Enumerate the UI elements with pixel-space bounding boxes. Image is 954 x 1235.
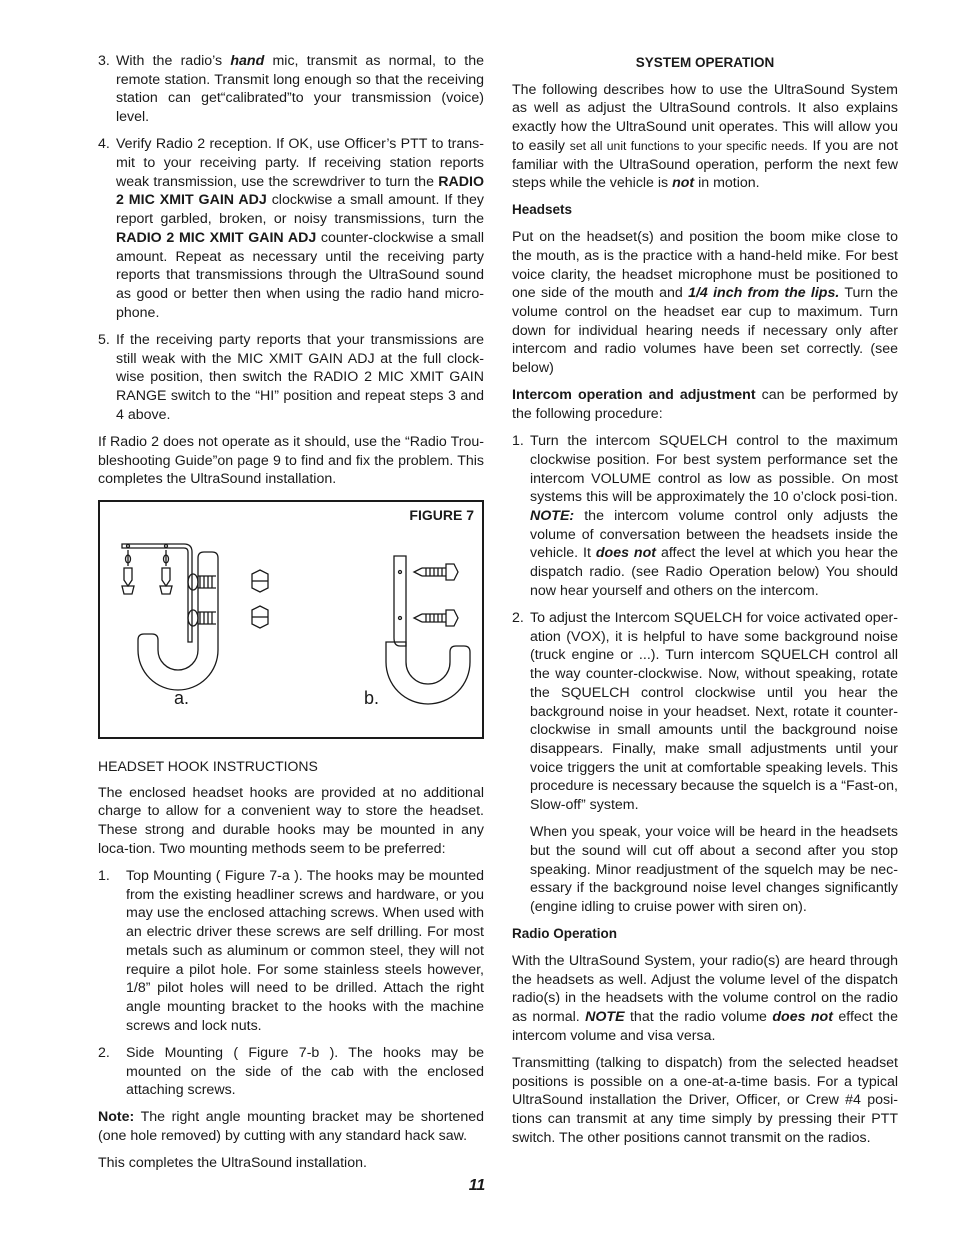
intro-paragraph: The following describes how to use the UltraSound System as well as adjust the UltraSound controls. It also explains exactly how the UltraSound unit operates. This will allow you to easily set all unit functions to your specific needs. If you are not familiar with the UltraSound operation, perform the next few steps while the vehicle is not in motion. bbox=[512, 81, 898, 192]
figure-label: FIGURE 7 bbox=[409, 506, 474, 523]
left-column bbox=[98, 52, 484, 1182]
figure-a-label: a. bbox=[174, 687, 190, 708]
step-5: 5. If the receiving party reports that your transmissions are still weak with the MIC XMIT GAIN ADJ at the full clock-wise position, then switch the RADIO 2 MIC XMIT GAIN RANGE switch to the “HI” position and repeat steps 3 and 4 above. bbox=[98, 331, 484, 423]
bracket-hole bbox=[399, 570, 402, 573]
figure-7 bbox=[98, 500, 484, 739]
note-paragraph: Note: The right angle mounting bracket may be shortened (one hole removed) by cutting with any standard hack saw. bbox=[98, 1109, 484, 1145]
completes-paragraph: This completes the UltraSound installation. bbox=[98, 1155, 367, 1172]
intercom-step-1: 1. Turn the intercom SQUELCH control to the maximum clockwise position. For best system performance set the intercom VOLUME control as low as possible. On most systems this will be approximately the 10 o’clock posi-tion. NOTE: the intercom volume control only adjusts the volume of conversation between the headsets inside the vehicle. It does not affect the level at which you hear the dispatch radio. (see Radio Operation below) You should now hear yourself and others on the intercom. bbox=[512, 433, 898, 599]
headsets-paragraph: Put on the headset(s) and position the boom mike close to the mouth, as is the practice with a hand-held mike. For best voice clarity, the headset microphone must be positioned to one side of the mouth and 1/4 inch from the lips. Turn the volume control on the headset ear cup to maximum. Turn down for individual hearing needs if necessary only after intercom and radio volumes have been set correctly. (see below) bbox=[512, 229, 898, 377]
headset-hook bbox=[386, 642, 470, 704]
bracket-hole bbox=[165, 544, 168, 547]
bracket-hole bbox=[399, 616, 402, 619]
hook-intro-paragraph: The enclosed headset hooks are provided at no additional charge to allow for a convenient way to store the headset. These strong and durable hooks may be mounted in any loca-tion. Two mounting methods seem to be preferred: bbox=[98, 784, 484, 857]
headset-hook-diagram bbox=[100, 502, 482, 737]
headsets-heading: Headsets bbox=[512, 202, 573, 218]
radio-operation-heading: Radio Operation bbox=[512, 926, 618, 942]
bracket-hole bbox=[127, 544, 130, 547]
intercom-step-2: 2. To adjust the Intercom SQUELCH for voice activated oper-ation (VOX), it is helpful to have some background noise (truck engine or ...). Turn intercom SQUELCH control all the way counter-clockwise. Now, without speaking, rotate the SQUELCH control clockwise until you hear the background noise in your headset. Next, rotate it counter-clockwise in small amounts until the background noise disappears. Finally, make small adjustments until your voice triggers the unit at comfortable speaking levels. This procedure is necessary because the squelch is a “Fast-on, Slow-off” system. When you speak, your voice will be heard in the headsets but the sound will cut off about a second after you stop speaking. Minor readjustment of the squelch may be nec-essary if the background noise level changes significantly (engine idling to cruise power with siren on). bbox=[512, 609, 898, 916]
step-number: 2. bbox=[512, 609, 524, 626]
step-number: 5. bbox=[98, 331, 110, 348]
hook-step-2: 2. Side Mounting ( Figure 7-b ). The hooks may be mounted on the side of the cab with the enclosed attaching screws. bbox=[98, 1044, 484, 1099]
figure-b-label: b. bbox=[364, 687, 380, 708]
step-4: 4. Verify Radio 2 reception. If OK, use Officer’s PTT to trans-mit to your receiving party. If receiving station reports weak transmission, use the screwdriver to turn the RADIO 2 MIC XMIT GAIN ADJ clockwise a small amount. If they report garbled, broken, or noisy transmissions, turn the RADIO 2 MIC XMIT GAIN ADJ counter-clockwise a small amount. Repeat as necessary until the receiving party reports that transmissions through the UltraSound sound as good or better then when using the radio hand micro-phone. bbox=[98, 136, 484, 321]
radio-paragraph: With the UltraSound System, your radio(s) are heard through the headsets as well. Adjust the volume level of the dispatch radio(s) in the headsets with the volume control on the radio as normal. NOTE that the radio volume does not effect the intercom volume and visa versa. bbox=[512, 952, 898, 1044]
hook-step-1: 1. Top Mounting ( Figure 7-a ). The hooks may be mounted from the existing headliner screws and hardware, or you may use the enclosed attaching screws. When used with an electric driver these screws are self drilling. For most metals such as aluminum or common steel, they will not require a pilot hole. For some stainless steels however, 1/8” pilot holes will need to be drilled. Attach the right angle mounting bracket to the hooks with the machine screws and lock nuts. bbox=[98, 867, 484, 1034]
step-3: 3. With the radio’s hand mic, transmit as normal, to the remote station. Transmit long enough so that the receiving station can get“calibrated”to your transmission (voice) level. bbox=[98, 53, 484, 126]
intercom-paragraph: Intercom operation and adjustment can be performed by the following procedure: bbox=[512, 387, 898, 422]
headset-hook bbox=[138, 552, 218, 690]
attaching-screw bbox=[160, 550, 172, 594]
attaching-screw bbox=[122, 550, 134, 594]
step-number: 1. bbox=[98, 867, 110, 884]
step-number: 1. bbox=[512, 433, 524, 450]
attaching-screw bbox=[414, 610, 458, 626]
intercom-step-2-followup: When you speak, your voice will be heard in the headsets but the sound will cut off about a second after you stop speaking. Minor readjustment of the squelch may be nec-essary if the background noise level changes significantly (engine idling to cruise power with siren on). bbox=[530, 824, 898, 916]
transmitting-paragraph: Transmitting (talking to dispatch) from the selected headset positions is possible on a one-at-a-time basis. For a typical UltraSound installation the Driver, Officer, or Crew #4 posi-tions can transmit at any time simply by pressing their PTT switch. The other positions cannot transmit on the radios. bbox=[512, 1054, 898, 1146]
step-number: 2. bbox=[98, 1044, 110, 1061]
lock-nut bbox=[252, 606, 268, 628]
right-column bbox=[512, 52, 898, 1156]
troubleshoot-paragraph: If Radio 2 does not operate as it should, use the “Radio Trou-bleshooting Guide”on page 9 to find and fix the problem. This completes the UltraSound installation. bbox=[98, 433, 484, 488]
lock-nut bbox=[252, 570, 268, 592]
hook-instructions-heading: HEADSET HOOK INSTRUCTIONS bbox=[98, 757, 318, 774]
step-number: 3. bbox=[98, 53, 110, 69]
step-number: 4. bbox=[98, 136, 110, 153]
system-operation-heading: SYSTEM OPERATION bbox=[635, 55, 775, 70]
side-bracket bbox=[394, 556, 406, 646]
attaching-screw bbox=[414, 564, 458, 580]
page-number: 11 bbox=[468, 1177, 486, 1194]
